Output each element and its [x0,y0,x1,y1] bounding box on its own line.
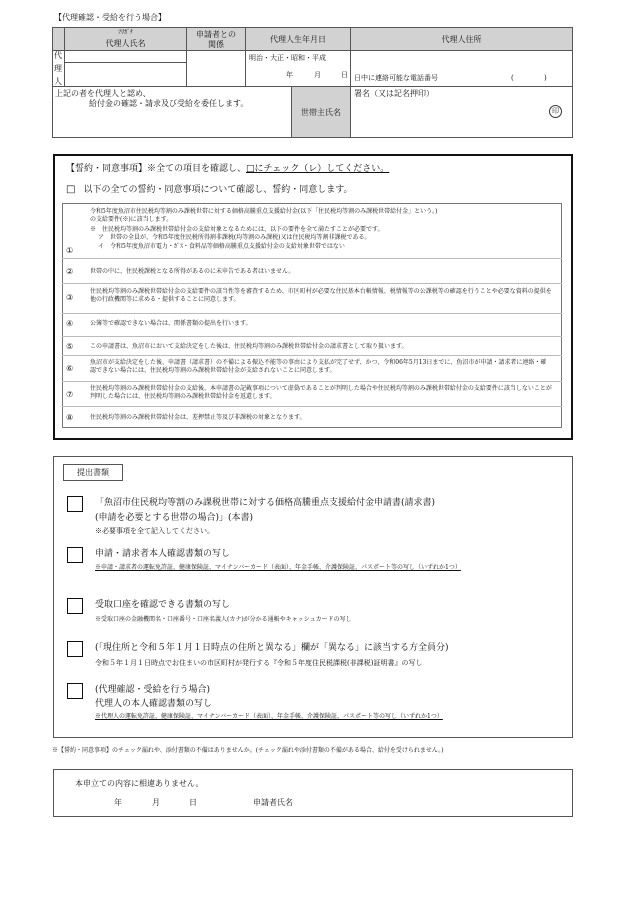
final-year-label: 年 [114,798,122,807]
pledge-item6-text: 魚沼市が支給決定をした後、申請書（請求書）の不備による振込不能等の事由により支払が完了せず、かつ、令和06年5月13日までに、魚沼市が申請・請求者に連絡・確認できない場合には、住民税均等割のみ課税世帯給付金が支給されないことに同意します。 [90,359,547,374]
relation-label-2: 関係 [208,40,224,49]
signature-input[interactable] [350,86,573,138]
phone-label: 日中に連絡可能な電話番号 [354,74,438,82]
delegation-line-1: 上記の者を代理人と認め、 [55,89,151,98]
seal-icon: 印 [549,105,562,118]
doc4-note: 令和５年１月１日時点でお住まいの市区町村が発行する『令和５年度住民税課税(非課税)証明書』の写し [95,659,423,667]
divider [62,283,562,284]
birthdate-label: 代理人生年月日 [270,35,326,44]
documents-title: 提出書類 [77,468,109,477]
pledge-item1-intro-2: の支給要件(※)に該当します。 [90,216,173,223]
pledge-agree-label: 以下の全ての誓約・同意事項について確認し、誓約・同意します。 [83,185,353,195]
final-month-label: 月 [152,798,160,807]
doc2-checkbox[interactable] [67,547,83,563]
pledge-item3-number: ③ [66,293,74,302]
pledge-header [66,164,389,175]
divider [62,406,562,407]
proxy-name-input[interactable] [64,62,187,87]
pledge-item5-number: ⑤ [66,342,74,351]
doc2-note: ※申請・請求者の運転免許証、健康保険証、マイナンバーカード（表面）、年金手帳、介護保険証、パスポート等の写し（いずれか1つ） [95,564,461,571]
furigana-label: ﾌﾘｶﾞﾅ [117,29,133,36]
birthdate-input[interactable] [245,50,351,87]
doc1-checkbox[interactable] [67,496,83,512]
pledge-item2-number: ② [66,267,74,276]
doc3-title: 受取口座を確認できる書類の写し [95,600,231,610]
birth-year-label: 年 [286,71,293,79]
side-char-3: 人 [54,77,62,86]
signature-label: 署名（又は記名押印） [354,89,434,98]
doc1-title: 「魚沼市住民税均等割のみ課税世帯に対する価格高騰重点支援給付金申請書(請求書) [95,498,436,508]
divider [62,355,562,356]
doc4-title: (「現住所と令和５年１月１日時点の住所と異なる」欄が「異なる」に該当する方全員分) [95,643,449,653]
householder-label-cell [291,86,351,138]
pledge-agree-row[interactable] [66,184,353,196]
divider [62,381,562,382]
pledge-item7-number: ⑦ [66,390,74,399]
era-options: 明治・大正・昭和・平成 [249,54,326,62]
doc4-checkbox[interactable] [67,641,83,657]
doc5-title: (代理確認・受給を行う場合) [95,685,211,695]
pledge-item1-a: ア 世帯の全員が、令和5年度住民税所得割非課税(均等割のみ課税)又は住民税均等割非課税である。 [98,234,371,241]
divider [62,258,562,259]
doc3-note: ※受取口座の金融機関名・口座番号・口座名義人(カナ)が分かる通帳やキャッシュカードの写し [95,616,352,623]
final-statement: 本申立ての内容に相違ありません。 [75,779,204,788]
pledge-item6-number: ⑥ [66,364,74,373]
pledge-item2-text: 世帯の中に、住民税課税となる所得があるのに未申告である者はいません。 [90,268,295,275]
pledge-item4-text: 公簿等で確認できない場合は、関係書類の提出を行います。 [90,320,252,327]
doc5-title-2: 代理人の本人確認書類の写し [95,699,213,709]
phone-paren-open: ( [511,74,514,82]
phone-paren-close: ) [544,74,547,82]
pledge-item1-note: ※ 住民税均等割のみ課税世帯給付金の支給対象となるためには、以下の要件を全て満たすことが必要です。 [90,226,384,233]
proxy-name-label: 代理人氏名 [105,39,146,48]
householder-label: 世帯主氏名 [301,108,341,117]
doc5-note: ※代理人の運転免許証、健康保険証、マイナンバーカード（表面）、年金手帳、介護保険証、パスポート等の写し（いずれか1つ） [95,713,443,720]
address-label: 代理人住所 [441,35,482,44]
documents-title-box [63,464,123,481]
pledge-item8-number: ⑧ [66,413,74,422]
footer-note: ※【誓約・同意事項】のチェック漏れや、添付書類の不備はありませんか。(チェック漏れや添付書類の不備がある場合、給付を受けられません。) [52,747,444,754]
delegation-line-2: 給付金の確認・請求及び受給を委任します。 [89,99,249,108]
pledge-item1-intro-1: 令和5年度魚沼市住民税均等割のみ課税世帯に対する価格高騰重点支援給付金(以下「住民税均等割のみ課税世帯給付金」という。) [90,208,438,215]
final-statement-box [53,769,573,817]
pledge-item8-text: 住民税均等割のみ課税世帯給付金は、差押禁止等及び非課税の対象となります。 [90,414,306,421]
divider [62,336,562,337]
doc2-title: 申請・請求者本人確認書類の写し [95,549,231,559]
doc5-checkbox[interactable] [67,683,83,699]
proxy-name-header [64,27,187,51]
side-char-2: 理 [54,64,62,73]
doc1-note: ※必要事項を全て記入してください。 [95,527,214,535]
delegation-cell [52,86,292,138]
doc3-checkbox[interactable] [67,598,83,614]
relation-label-1: 申請者との [196,30,236,39]
pledge-item5-text: この申請書は、魚沼市において支給決定をした後は、住民税均等割のみ課税世帯給付金の請求書として取り扱います。 [90,343,408,350]
proxy-section-title: 【代理確認・受給を行う場合】 [54,13,166,22]
birth-day-label: 日 [341,71,348,79]
pledge-item3-text: 住民税均等割のみ課税世帯給付金の支給要件の該当性等を審査するため、市区町村が必要な住民基本台帳情報、税情報等の公課税等の確認を行うことや必要な資料の提供を他の行政機関等に求める・提供することに同意します。 [90,288,552,303]
relation-input[interactable] [186,50,246,87]
pledge-item1-b: イ 令和5年度魚沼市電力・ｶﾞｽ・食料品等価格高騰重点支援給付金の支給対象世帯ではない [98,243,345,250]
birth-month-label: 月 [314,71,321,79]
pledge-header-underlined: □にチェック（レ）してください。 [246,164,390,174]
final-day-label: 日 [189,798,197,807]
applicant-name-label: 申請者氏名 [253,798,293,807]
pledge-item7-text: 住民税均等割のみ課税世帯給付金の支給後、本申請書の記載事項について虚偽であることが判明した場合や住民税均等割のみ課税世帯給付金の支給要件に該当しないことが判明した場合には、住民税均等割のみ課税世帯給付金を返還します。 [90,385,552,400]
pledge-header-text: 【誓約・同意事項】※全ての項目を確認し、 [66,164,247,174]
pledge-item4-number: ④ [66,319,74,328]
pledge-checkbox[interactable]: □ [66,184,76,195]
side-char-1: 代 [54,51,62,60]
relation-header [186,27,246,51]
pledge-item1-number: ① [66,246,74,255]
birthdate-header [245,27,351,51]
divider [62,313,562,314]
doc1-title-2: (申請を必要とする世帯の場合)」(本書) [95,513,254,523]
address-input[interactable] [350,50,573,87]
address-header [350,27,573,51]
